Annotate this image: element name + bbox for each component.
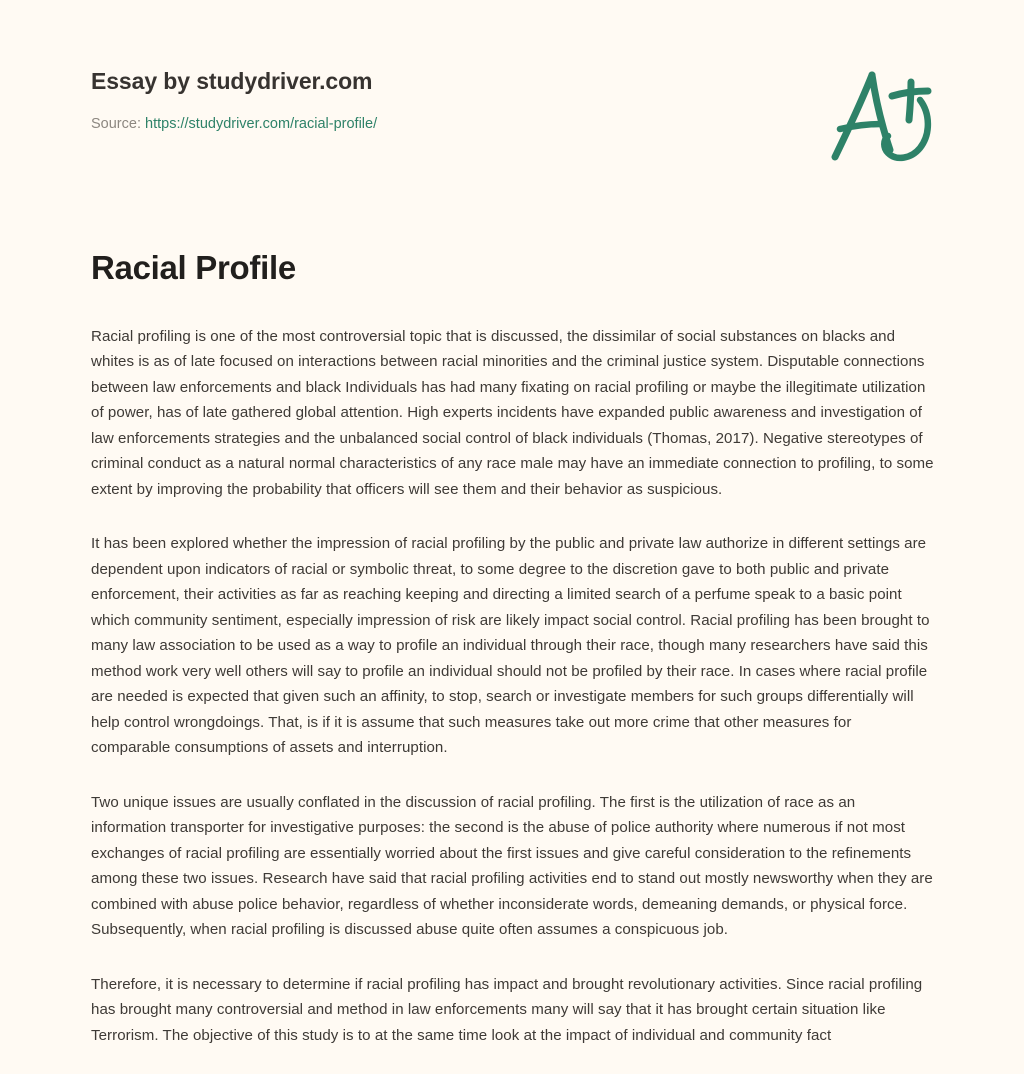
article-paragraph: Two unique issues are usually conflated in the discussion of racial profiling. The first is the utilization of race as an information transporter for investigative purposes: the second is the abuse of police authority where numerous if not most exchanges of racial profiling are essentially worried about the first issues and give careful consideration to the refinements among these two issues. Research have said that racial profiling activities end to stand out mostly newsworthy when they are combined with abuse police behavior, regardless of whether inconsiderate words, demeaning demands, or physical force. Subsequently, when racial profiling is discussed abuse quite often assumes a conspicuous job. xyxy=(91,793,933,939)
article xyxy=(91,249,934,1048)
article-paragraph: Racial profiling is one of the most controversial topic that is discussed, the dissimilar of social substances on blacks and whites is as of late focused on interactions between racial minorities and the criminal justice system. Disputable connections between law enforcements and black Individuals has had many fixating on racial profiling or maybe the illegitimate utilization of power, has of late gathered global attention. High experts incidents have expanded public awareness and investigation of law enforcements strategies and the unbalanced social control of black individuals (Thomas, 2017). Negative stereotypes of criminal conduct as a natural normal characteristics of any race male may have an immediate connection to profiling, to some extent by improving the probability that officers will see them and their behavior as suspicious. xyxy=(91,327,934,498)
page-header xyxy=(0,0,1024,200)
essay-byline: Essay by studydriver.com xyxy=(91,68,373,94)
page-title: Racial Profile xyxy=(91,249,296,286)
a-plus-logo-icon xyxy=(812,58,952,178)
article-body xyxy=(91,324,934,1049)
source-label: Source: xyxy=(91,115,141,132)
source-line xyxy=(91,115,731,134)
header-text-block xyxy=(91,68,731,133)
studydriver-logo[interactable] xyxy=(812,58,952,178)
source-url-link[interactable]: https://studydriver.com/racial-profile/ xyxy=(145,115,378,132)
article-paragraph: It has been explored whether the impression of racial profiling by the public and private law authorize in different settings are dependent upon indicators of racial or symbolic threat, to some degree to the discretion gave to both public and private enforcement, their activities as far as reaching keeping and directing a limited search of a perfume speak to a basic point which community sentiment, especially impression of risk are likely impact social control. Racial profiling has been brought to many law association to be used as a way to profile an individual through their race, though many researchers have said this method work very well others will say to profile an individual should not be profiled by their race. In cases where racial profile are needed is expected that given such an affinity, to stop, search or investigate members for such groups differentially will help control wrongdoings. That, is if it is assume that such measures take out more crime that other measures for comparable consumptions of assets and interruption. xyxy=(91,535,930,757)
article-paragraph: Therefore, it is necessary to determine if racial profiling has impact and brought revolutionary activities. Since racial profiling has brought many controversial and method in law enforcements many will say that it has brought certain situation like Terrorism. The objective of this study is to at the same time look at the impact of individual and community fact xyxy=(91,975,923,1044)
